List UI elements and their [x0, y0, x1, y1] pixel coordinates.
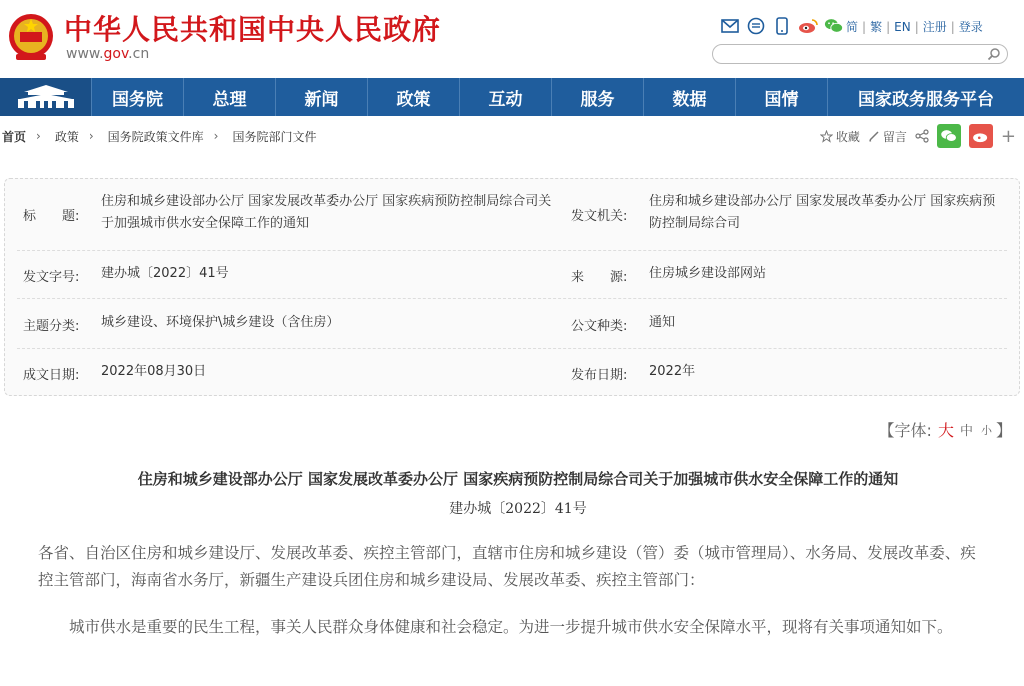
- date-label: 成文日期:: [23, 368, 80, 383]
- site-title[interactable]: 中华人民共和国中央人民政府: [64, 13, 442, 46]
- nav-item-gov-service-platform[interactable]: 国家政务服务平台: [858, 89, 994, 110]
- message-icon[interactable]: [746, 16, 766, 36]
- site-url: [66, 46, 149, 62]
- bracket-open: 【: [878, 421, 895, 440]
- comment-button[interactable]: [868, 128, 907, 145]
- font-size-label: 字体:: [894, 421, 932, 440]
- weibo-icon[interactable]: [798, 16, 818, 36]
- site-url-prefix: www.: [66, 46, 104, 62]
- wechat-share-button[interactable]: [937, 124, 961, 148]
- article-paragraph: 各省、自治区住房和城乡建设厅、发展改革委、疾控主管部门，直辖市住房和城乡建设（管）委（城市管理局）、水务局、发展改革委、疾控主管部门，海南省水务厅，新疆生产建设兵团住房和城乡建设局、发展改革委、疾控主管部门：: [38, 544, 976, 589]
- issuer-label: 发文机关:: [571, 209, 628, 224]
- separator: |: [950, 19, 955, 34]
- info-row-docno: [17, 251, 1007, 299]
- info-row-topic: [17, 299, 1007, 349]
- star-icon: [820, 130, 833, 143]
- source-value: 住房城乡建设部网站: [649, 266, 767, 281]
- type-value: 通知: [649, 315, 676, 330]
- site-header: [0, 0, 1024, 78]
- lang-traditional-link[interactable]: 繁: [870, 20, 883, 34]
- breadcrumb-policy-library[interactable]: 国务院政策文件库: [107, 129, 204, 144]
- breadcrumb-policy[interactable]: 政策: [54, 129, 79, 144]
- site-url-domain: gov: [103, 46, 129, 62]
- mail-icon[interactable]: [720, 16, 740, 36]
- info-row-title: [17, 179, 1007, 251]
- pen-icon: [868, 130, 880, 142]
- font-size-medium[interactable]: 中: [959, 424, 973, 439]
- article-title: 住房和城乡建设部办公厅 国家发展改革委办公厅 国家疾病预防控制局综合司关于加强城市供水安全保障工作的通知: [137, 470, 899, 488]
- separator: |: [862, 19, 867, 34]
- login-link[interactable]: 登录: [958, 20, 983, 34]
- search-input[interactable]: [712, 44, 1008, 64]
- topic-label: 主题分类:: [23, 319, 80, 334]
- favorite-button[interactable]: [820, 128, 860, 145]
- nav-item-policy[interactable]: 政策: [368, 78, 460, 116]
- date-value: 2022年08月30日: [101, 364, 207, 379]
- document-info-table: [4, 178, 1020, 396]
- title-value: 住房和城乡建设部办公厅 国家发展改革委办公厅 国家疾病预防控制局综合司关于加强城市供水安全保障工作的通知: [101, 194, 552, 231]
- top-links: [846, 18, 983, 35]
- national-emblem-icon[interactable]: [6, 10, 56, 66]
- breadcrumb-home[interactable]: 首页: [2, 129, 27, 144]
- font-size-large[interactable]: 大: [937, 421, 954, 440]
- share-button[interactable]: [915, 129, 929, 143]
- nav-item-data[interactable]: 数据: [644, 78, 736, 116]
- weibo-icon: [972, 129, 990, 143]
- docno-label: 发文字号:: [23, 270, 80, 285]
- nav-item-news[interactable]: 新闻: [276, 78, 368, 116]
- wechat-icon: [940, 129, 958, 143]
- article-doc-number: 建办城〔2022〕41号: [449, 501, 587, 517]
- docno-value: 建办城〔2022〕41号: [101, 266, 229, 281]
- pub-value: 2022年: [649, 364, 696, 379]
- weibo-share-button[interactable]: [969, 124, 993, 148]
- more-share-button[interactable]: +: [1000, 125, 1016, 147]
- main-nav: [0, 78, 1024, 116]
- nav-item-national-info[interactable]: 国情: [736, 78, 828, 116]
- article-paragraph: 城市供水是重要的民生工程，事关人民群众身体健康和社会稳定。为进一步提升城市供水安全保障水平，现将有关事项通知如下。: [38, 618, 953, 636]
- mobile-icon[interactable]: [772, 16, 792, 36]
- lang-english-link[interactable]: EN: [894, 19, 911, 34]
- comment-label: 留言: [882, 129, 907, 144]
- font-size-bar: [879, 418, 1012, 441]
- issuer-value: 住房和城乡建设部办公厅 国家发展改革委办公厅 国家疾病预防控制局综合司: [649, 194, 996, 231]
- top-icon-bar: [720, 16, 844, 36]
- source-label: 来 源:: [571, 270, 628, 285]
- info-row-date: [17, 349, 1007, 395]
- nav-item-service[interactable]: 服务: [552, 78, 644, 116]
- bracket-close: 】: [995, 421, 1012, 440]
- chevron-right-icon: ›: [213, 129, 219, 143]
- title-label: 标 题:: [23, 209, 80, 224]
- separator: |: [914, 19, 919, 34]
- breadcrumb-dept-docs[interactable]: 国务院部门文件: [232, 129, 317, 144]
- wechat-icon[interactable]: [824, 16, 844, 36]
- separator: |: [886, 19, 891, 34]
- site-url-suffix: .cn: [128, 46, 150, 62]
- lang-simplified-link[interactable]: 简: [846, 20, 859, 34]
- type-label: 公文种类:: [571, 319, 628, 334]
- chevron-right-icon: ›: [36, 129, 41, 143]
- register-link[interactable]: 注册: [922, 20, 947, 34]
- font-size-small[interactable]: 小: [980, 423, 992, 437]
- pub-label: 发布日期:: [571, 368, 628, 383]
- share-tools: [820, 124, 1016, 148]
- favorite-label: 收藏: [835, 129, 860, 144]
- nav-item-premier[interactable]: 总理: [184, 78, 276, 116]
- tiananmen-icon: [14, 84, 78, 110]
- nav-item-state-council[interactable]: 国务院: [92, 78, 184, 116]
- nav-item-interaction[interactable]: 互动: [460, 78, 552, 116]
- search-icon[interactable]: [987, 47, 1001, 61]
- nav-home-button[interactable]: [0, 78, 92, 116]
- topic-value: 城乡建设、环境保护\城乡建设（含住房）: [101, 315, 340, 330]
- share-icon: [915, 129, 929, 143]
- chevron-right-icon: ›: [88, 129, 94, 143]
